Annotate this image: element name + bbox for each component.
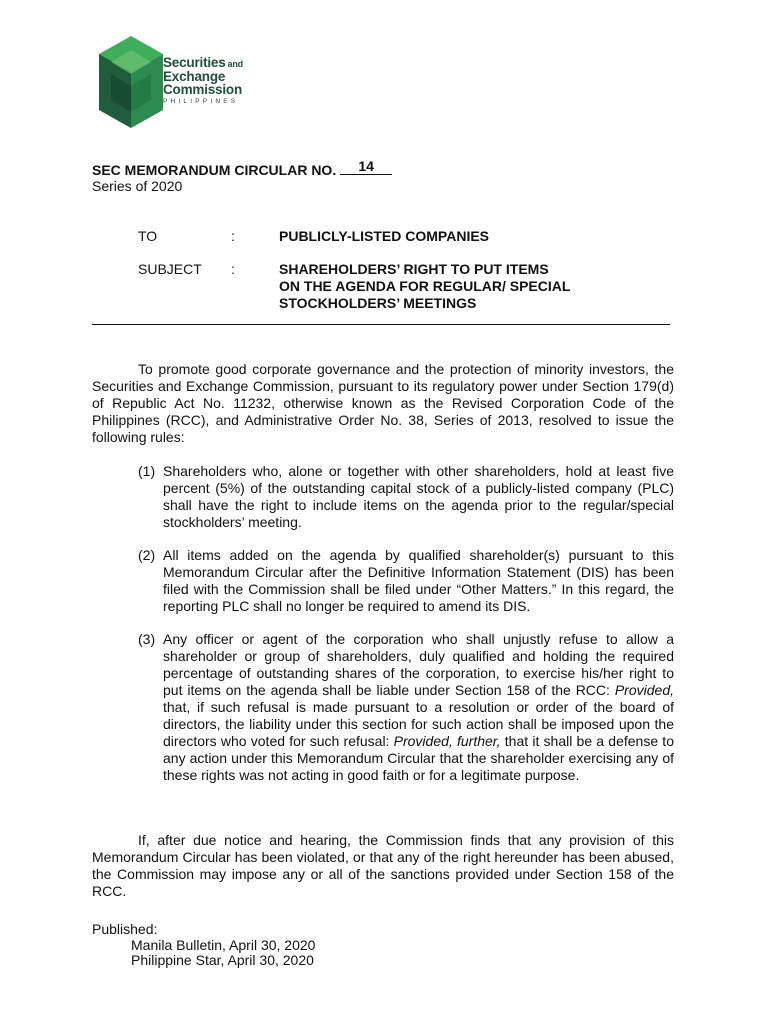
rule-number: (3) <box>138 631 156 647</box>
closing-paragraph: If, after due notice and hearing, the Commission finds that any provision of this Memorandum Circular has been violated, or that any of the right hereunder has been abused, the Commission may impose any or all of the sanctions provided under Section 158 of the RCC. <box>92 832 674 899</box>
rule-item-1 <box>138 463 674 531</box>
rule-number: (1) <box>138 463 156 479</box>
intro-paragraph: To promote good corporate governance and the protection of minority investors, the Securities and Exchange Commission, pursuant to its regulatory power under Section 179(d) of Republic Act No. 11232, otherwise known as the Revised Corporation Code of the Philippines (RCC), and Administrative Order No. 38, Series of 2013, resolved to issue the following rules: <box>92 361 674 445</box>
to-value: PUBLICLY-LISTED COMPANIES <box>279 228 490 244</box>
circular-number: 14 <box>340 158 392 175</box>
rule-item-2 <box>138 547 674 615</box>
subject-colon: : <box>231 261 235 277</box>
rule-number: (2) <box>138 547 156 563</box>
rule-text: Shareholders who, alone or together with other shareholders, hold at least five percent (5%) of the outstanding capital stock of a publicly-listed company (PLC) shall have the right to include items on the agenda prior to the regular/special stockholders’ meeting. <box>163 463 674 530</box>
to-colon: : <box>231 228 235 244</box>
sec-logo-mark-icon <box>95 32 167 132</box>
circular-title: SEC MEMORANDUM CIRCULAR NO. 14 <box>92 162 392 179</box>
sec-logo <box>92 30 272 134</box>
rule-item-3 <box>138 631 674 784</box>
subject-value: SHAREHOLDERS’ RIGHT TO PUT ITEMS ON THE AGENDA FOR REGULAR/ SPECIAL STOCKHOLDERS’ MEETINGS <box>279 261 571 311</box>
rule-text: Any officer or agent of the corporation who shall unjustly refuse to allow a shareholder or group of shareholders, duly qualified and holding the required percentage of outstanding shares of the corporation, to exercise his/her right to put items on the agenda shall be liable under Section 158 of the RCC: Provided, that, if such refusal is made pursuant to a resolution or order of the board of directors, the liability under this section for such action shall be imposed upon the directors who voted for such refusal: Provided, further, that it shall be a defense to any action under this Memorandum Circular that the shareholder exercising any of these rights was not acting in good faith or for a legitimate purpose. <box>163 631 674 783</box>
sec-logo-wordmark: Securities and Exchange Commission PHILIPPINES <box>163 55 243 105</box>
published-item: Philippine Star, April 30, 2020 <box>131 952 314 968</box>
rule-text: All items added on the agenda by qualified shareholder(s) pursuant to this Memorandum Circular after the Definitive Information Statement (DIS) has been filed with the Commission shall be filed under “Other Matters.” In this regard, the reporting PLC shall no longer be required to amend its DIS. <box>163 547 674 614</box>
published-label: Published: <box>92 921 158 937</box>
published-block <box>92 922 315 969</box>
published-item: Manila Bulletin, April 30, 2020 <box>131 936 316 953</box>
header-divider <box>92 324 670 325</box>
circular-series: Series of 2020 <box>92 178 183 194</box>
subject-label: SUBJECT <box>138 261 202 277</box>
to-label: TO <box>138 228 158 244</box>
